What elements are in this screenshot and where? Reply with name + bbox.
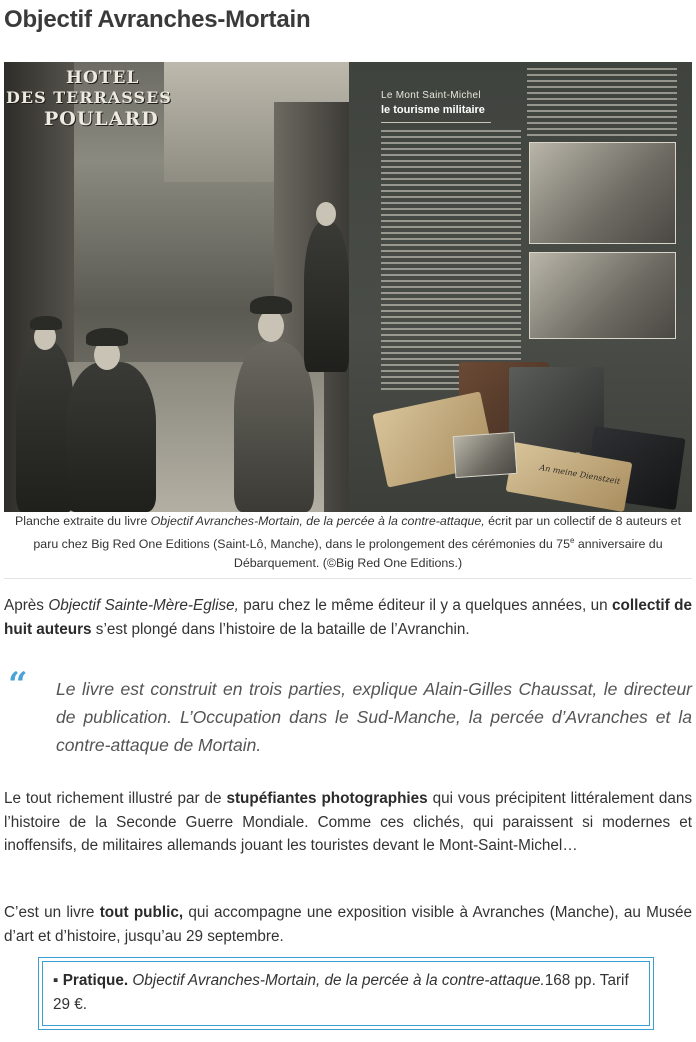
article-title: Objectif Avranches-Mortain (4, 6, 311, 33)
bullet-icon: ▪ (53, 972, 59, 989)
paragraph-photographs: Le tout richement illustré par de stupéfiantes photographies qui vous précipitent littéralement dans l’histoire de la Seconde Guerre Mondiale. Comme ces clichés, qui paraissent si modernes et inoffensifs, de militaires allemands jouant les touristes devant le Mont-Saint-Michel… (4, 790, 692, 854)
panel-photo-soldiers (529, 252, 676, 339)
hotel-sign-line-2: DES TERRASSES (6, 88, 172, 107)
practical-info-box (38, 957, 654, 1030)
album-label-dienstzeit: An meine Dienstzeit (538, 462, 621, 487)
info-label: Pratique. (62, 972, 129, 989)
paragraph-intro: Après Objectif Sainte-Mère-Eglise, paru chez le même éditeur il y a quelques années, un collectif de huit auteurs s’est plongé dans l’histoire de la bataille de l’Avranchin. (4, 597, 692, 638)
info-book-title: Objectif Avranches-Mortain, de la percée à la contre-attaque. (132, 972, 545, 989)
historical-photo (4, 62, 349, 512)
info-details: 168 pp. Tarif 29 €. (53, 972, 629, 1013)
figure-caption: Planche extraite du livre Objectif Avranches-Mortain, de la percée à la contre-attaque, écrit par un collectif de 8 auteurs et paru chez Big Red One Editions (Saint-Lô, Manche), dans le prolongement des cérémonies du 75e anniversaire du Débarquement. (©Big Red One Editions.) (14, 514, 682, 571)
caption-book-title: Objectif Avranches-Mortain, de la percée à la contre-attaque, (150, 514, 485, 528)
panel-photo-monastery (529, 142, 676, 244)
panel-photo-strip (453, 432, 518, 478)
divider (4, 578, 692, 579)
paragraph-exhibition: C’est un livre tout public, qui accompagne une exposition visible à Avranches (Manche), au Musée d’art et d’histoire, jusqu’au 29 septembre. (4, 904, 693, 945)
hotel-sign-line-3: POULARD (44, 108, 159, 130)
hotel-sign-line-1: HOTEL (66, 68, 140, 88)
quote-icon: “ (8, 665, 28, 705)
blockquote: Le livre est construit en trois parties, explique Alain-Gilles Chaussat, le directeur de publication. L’Occupation dans le Sud-Manche, la percée d’Avranches et la contre-attaque de Mortain. (56, 679, 692, 755)
article-figure (4, 62, 692, 512)
panel-title: Le Mont Saint-Michel (381, 90, 481, 101)
exhibition-panel (349, 62, 692, 512)
panel-subtitle: le tourisme militaire (381, 104, 485, 116)
